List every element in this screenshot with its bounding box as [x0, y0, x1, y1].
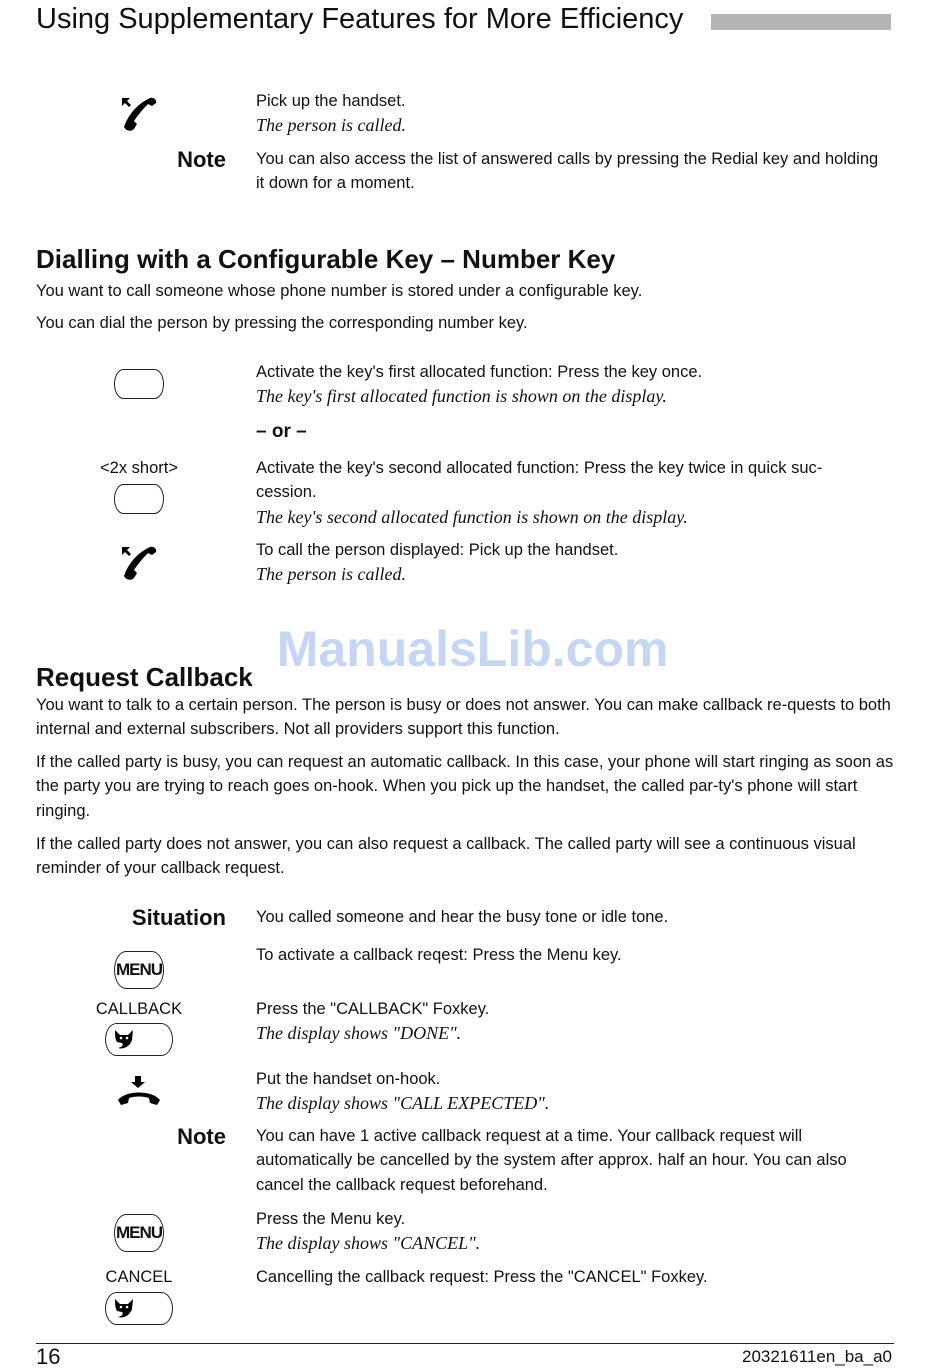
instruction: Press the "CALLBACK" Foxkey. [256, 1000, 490, 1018]
section-heading: Dialling with a Configurable Key – Number Key [36, 244, 616, 274]
instruction-cont: cession. [256, 483, 317, 502]
foxkey-icon [105, 1292, 173, 1325]
number-key-icon [114, 484, 164, 514]
document-code: 20321611en_ba_a0 [741, 1347, 892, 1366]
paragraph: You want to talk to a certain person. The person is busy or does not answer. You can make callback re-quests to both internal and external subscribers. Not all providers support this function. [36, 696, 891, 739]
section-heading: Request Callback [36, 662, 253, 692]
note-text: You can have 1 active callback request at a time. Your callback request will automatically be cancelled by the system after approx. half an hour. You can also cancel the callback request beforehand. [256, 1127, 847, 1194]
situation-row [36, 905, 894, 943]
step-text: To activate a callback reqest: Press the Menu key. [256, 946, 622, 964]
watermark: ManualsLib.com [276, 621, 669, 677]
number-key-icon [114, 369, 164, 399]
step-row [36, 1067, 894, 1124]
step-text: Cancelling the callback request: Press the "CANCEL" Foxkey. [256, 1268, 708, 1286]
step-text [256, 456, 894, 538]
note-text: You can also access the list of answered calls by pressing the Redial key and holding it down for a moment. [256, 150, 879, 193]
instruction: Activate the key's first allocated function: Press the key once. [256, 363, 703, 381]
step-row [36, 1265, 894, 1325]
paragraph: You want to call someone whose phone number is stored under a configurable key. [36, 282, 643, 300]
paragraph: If the called party is busy, you can request an automatic callback. In this case, your phone will start ringing as soon as the party you are trying to reach goes on-hook. When you pick up the handset, the called par-ty's phone will start ringing. [36, 753, 894, 820]
result: The person is called. [256, 115, 406, 136]
result: The display shows "CALL EXPECTED". [256, 1093, 550, 1114]
situation-label: Situation [131, 905, 226, 930]
step-text [256, 1207, 894, 1265]
result: The key's first allocated function is shown on the display. [256, 386, 667, 407]
note-row [36, 147, 894, 243]
instruction: Put the handset on-hook. [256, 1070, 441, 1088]
step-text [256, 360, 894, 420]
page-number: 16 [36, 1344, 61, 1369]
step-row [36, 360, 894, 420]
step-row [36, 943, 894, 997]
step-text [256, 1067, 894, 1124]
instruction: Pick up the handset. [256, 92, 406, 110]
menu-key-icon: MENU [114, 951, 164, 989]
result: The display shows "CANCEL". [256, 1233, 481, 1254]
header-bar [711, 14, 891, 30]
handset-on-hook-icon [116, 1074, 162, 1108]
note-label: Note [177, 147, 226, 172]
foxkey-label: CANCEL [105, 1268, 173, 1286]
result: The key's second allocated function is shown on the display. [256, 506, 688, 527]
paragraph: If the called party does not answer, you can also request a callback. The called party will see a continuous visual reminder of your callback request. [36, 835, 856, 878]
handset-off-hook-icon [119, 544, 159, 582]
step-text [256, 997, 894, 1067]
step-row [36, 1207, 894, 1265]
step-text [256, 89, 894, 147]
result: The person is called. [256, 564, 406, 585]
page-content [36, 89, 894, 1325]
step-row [36, 997, 894, 1067]
instruction: To call the person displayed: Pick up the handset. [256, 541, 619, 559]
key-label: <2x short> [100, 459, 178, 477]
note-label: Note [177, 1124, 226, 1149]
menu-key-icon: MENU [114, 1214, 164, 1252]
instruction: Press the Menu key. [256, 1210, 406, 1228]
handset-off-hook-icon [119, 95, 159, 133]
foxkey-icon [105, 1023, 173, 1056]
or-separator: – or – [256, 421, 307, 442]
step-row [36, 456, 894, 538]
step-row [36, 89, 894, 147]
instruction: Activate the key's second allocated function: Press the key twice in quick suc- [256, 459, 823, 477]
page-header-title: Using Supplementary Features for More Efficiency [36, 3, 684, 35]
paragraph: You can dial the person by pressing the corresponding number key. [36, 314, 528, 332]
situation-text: You called someone and hear the busy tone or idle tone. [256, 908, 669, 926]
footer-rule [36, 1343, 894, 1344]
note-row [36, 1124, 894, 1207]
foxkey-label: CALLBACK [95, 1000, 183, 1018]
result: The display shows "DONE". [256, 1023, 462, 1044]
